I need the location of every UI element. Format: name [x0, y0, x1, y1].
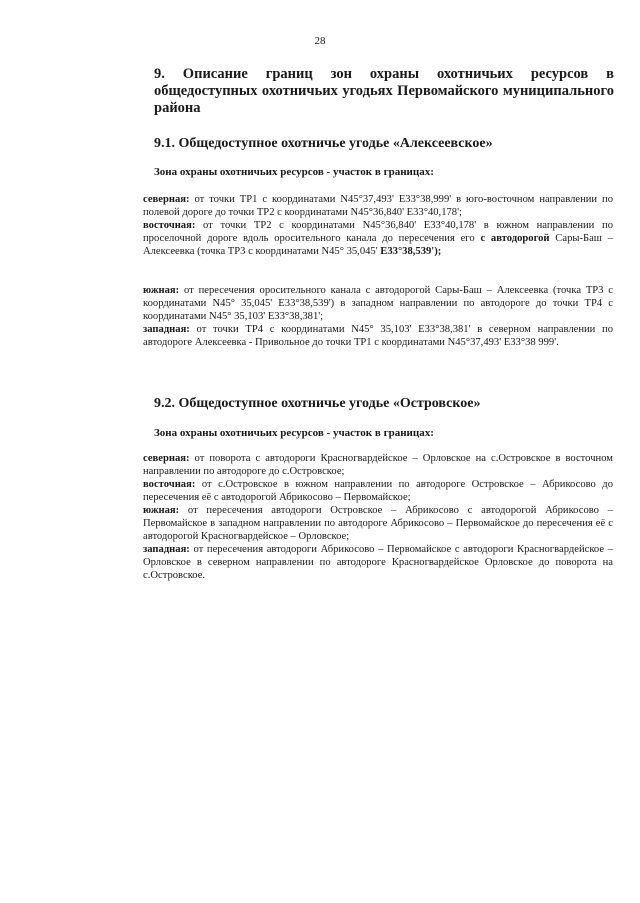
subsection-title-ostrovskoe: 9.2. Общедоступное охотничье угодье «Островское» — [154, 396, 481, 411]
boundary-south-alekseevskoe — [110, 284, 613, 323]
boundary-east-ostrovskoe — [110, 478, 613, 504]
boundary-label: северная: — [143, 194, 190, 205]
boundary-text: от пересечения оросительного канала с автодорогой Сары-Баш – Алексеевка (точка ТР3 с координатами N45° 35,045' E33°38,539') в западном направлении по автодороге до точки ТР4 с координатами N45° 35,103' E33°38,381'; — [143, 285, 613, 322]
boundary-text: от точки ТР2 с координатами N45°36,840' E33°40,178' в южном направлении по проселочной дороге вдоль оросительного канала до пересечения его — [143, 220, 613, 244]
boundary-east-alekseevskoe — [110, 219, 613, 258]
boundary-text: от точки ТР4 с координатами N45° 35,103' E33°38,381' в северном направлении по автодороге Алексеевка - Привольное до точки ТР1 с координатами N45°37,493' E33°38 999'. — [143, 324, 613, 348]
boundary-text: от точки ТР1 с координатами N45°37,493' E33°38,999' в юго-восточном направлении по полевой дороге до точки ТР2 с координатами N45°36,840' E33°40,178'; — [143, 194, 613, 218]
boundary-label: северная: — [143, 453, 190, 464]
zone-description-ostrovskoe: Зона охраны охотничьих ресурсов - участок в границах: — [154, 427, 434, 439]
boundary-label: южная: — [143, 505, 180, 516]
boundary-text: Сары-Баш – Алексеевка (точка ТР3 с координатами N45° 35,045' — [143, 233, 614, 257]
boundary-label: восточная: — [143, 220, 196, 231]
subsection-title-alekseevskoe: 9.1. Общедоступное охотничье угодье «Алексеевское» — [154, 136, 493, 151]
section-heading-text: 9. Описание границ зон охраны охотничьих ресурсов в общедоступных охотничьих угодьях Первомайского муниципального района — [154, 66, 614, 116]
boundary-label: западная: — [143, 324, 190, 335]
boundary-label: южная: — [143, 285, 180, 296]
boundary-text: от пересечения автодороги Островское – Абрикосово с автодорогой Абрикосово – Первомайское в западном направлении по автодороге Абрикосово – Первомайское до пересечения её с автодорогой Красногвардейское – Орловское; — [143, 505, 613, 542]
boundary-south-ostrovskoe — [110, 504, 613, 543]
boundary-text: от поворота с автодороги Красногвардейское – Орловское на с.Островское в восточном направлении по автодороге до с.Островское; — [143, 453, 613, 477]
page-number: 28 — [314, 35, 326, 47]
boundary-north-alekseevskoe — [110, 193, 613, 219]
boundary-text: от с.Островское в южном направлении по автодороге Островское – Абрикосово до пересечения её с автодорогой Абрикосово – Первомайское; — [143, 479, 613, 503]
boundary-north-ostrovskoe — [110, 452, 613, 478]
boundary-west-ostrovskoe — [110, 543, 613, 582]
boundary-label: восточная: — [143, 479, 196, 490]
boundary-text-bold: с автодорогой — [480, 233, 550, 244]
zone-description-alekseevskoe: Зона охраны охотничьих ресурсов - участок в границах: — [154, 166, 434, 178]
boundary-label: западная: — [143, 544, 190, 555]
section-heading — [108, 66, 614, 117]
boundary-text-bold: E33°38,539'); — [380, 246, 442, 257]
boundary-text: от пересечения автодороги Абрикосово – Первомайское с автодороги Красногвардейское – Орловское в северном направлении по автодороге Красногвардейское Орловское до поворота на с.Островское. — [143, 544, 613, 581]
boundary-west-alekseevskoe — [110, 323, 613, 349]
